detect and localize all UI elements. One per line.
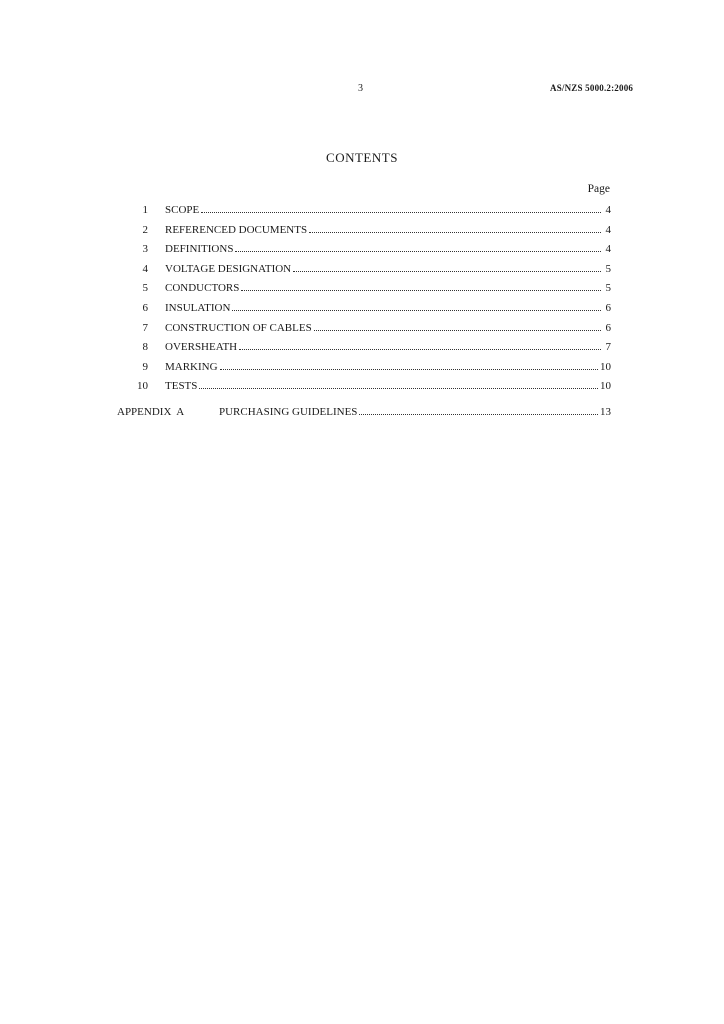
toc-item-number: 8 (142, 341, 148, 354)
table-of-contents (0, 202, 724, 398)
toc-item-entry (165, 359, 611, 375)
appendix-label: APPENDIX A (117, 406, 185, 418)
toc-item-title: MARKING (165, 360, 218, 373)
toc-item-insulation[interactable] (0, 300, 724, 320)
toc-item-number: 5 (142, 282, 148, 295)
toc-item-conductors[interactable] (0, 280, 724, 300)
toc-item-number: 6 (142, 301, 148, 314)
toc-item-entry (165, 202, 611, 218)
toc-item-voltage-designation[interactable] (0, 261, 724, 281)
toc-item-title: OVERSHEATH (165, 341, 238, 354)
toc-item-entry (165, 378, 611, 394)
toc-item-scope[interactable] (0, 202, 724, 222)
toc-item-page: 5 (605, 282, 611, 295)
toc-item-page: 4 (605, 204, 611, 216)
appendix-title: PURCHASING GUIDELINES (219, 406, 358, 418)
toc-item-page: 10 (600, 380, 611, 393)
dot-leader (359, 413, 598, 415)
dot-leader (201, 211, 601, 213)
dot-leader (241, 289, 601, 291)
toc-item-referenced-documents[interactable] (0, 222, 724, 242)
toc-item-entry (165, 222, 611, 238)
toc-item-title: VOLTAGE DESIGNATION (165, 262, 292, 275)
toc-item-number: 3 (142, 243, 148, 256)
toc-item-entry (165, 300, 611, 316)
toc-item-marking[interactable] (0, 359, 724, 379)
dot-leader (309, 231, 601, 233)
toc-item-page: 4 (605, 223, 611, 236)
toc-item-page: 6 (605, 301, 611, 314)
toc-item-tests[interactable] (0, 378, 724, 398)
page-number: 3 (358, 83, 363, 94)
toc-item-title: REFERENCED DOCUMENTS (165, 223, 308, 236)
toc-item-title: TESTS (165, 380, 198, 393)
toc-item-title: CONDUCTORS (165, 282, 240, 295)
toc-item-oversheath[interactable] (0, 339, 724, 359)
toc-item-entry (165, 320, 611, 336)
appendix-page: 13 (600, 406, 611, 418)
toc-item-entry (165, 280, 611, 296)
contents-title: CONTENTS (326, 150, 398, 165)
toc-item-title: INSULATION (165, 301, 231, 314)
toc-item-title: DEFINITIONS (165, 243, 234, 256)
toc-item-construction-of-cables[interactable] (0, 320, 724, 340)
toc-item-number: 9 (142, 360, 148, 373)
page-column-header: Page (587, 183, 610, 195)
toc-item-entry (165, 339, 611, 355)
dot-leader (239, 348, 601, 350)
dot-leader (314, 329, 601, 331)
toc-item-number: 1 (142, 204, 148, 216)
dot-leader (220, 368, 598, 370)
toc-item-page: 5 (605, 262, 611, 275)
toc-item-page: 6 (605, 321, 611, 334)
dot-leader (199, 387, 598, 389)
dot-leader (293, 270, 601, 272)
toc-item-title: CONSTRUCTION OF CABLES (165, 321, 312, 334)
toc-item-entry (165, 241, 611, 257)
toc-item-page: 7 (605, 341, 611, 354)
standard-identifier: AS/NZS 5000.2:2006 (550, 83, 634, 93)
toc-item-number: 4 (142, 262, 148, 275)
toc-item-page: 4 (605, 243, 611, 256)
toc-item-entry (165, 261, 611, 277)
toc-item-definitions[interactable] (0, 241, 724, 261)
appendix-entry (219, 404, 611, 420)
toc-item-number: 2 (142, 223, 148, 236)
toc-item-title: SCOPE (165, 204, 200, 216)
toc-item-number: 7 (142, 321, 148, 334)
toc-item-number: 10 (137, 380, 148, 393)
toc-item-appendix-a[interactable] (0, 404, 724, 422)
dot-leader (232, 309, 601, 311)
dot-leader (235, 250, 601, 252)
toc-item-page: 10 (600, 360, 611, 373)
